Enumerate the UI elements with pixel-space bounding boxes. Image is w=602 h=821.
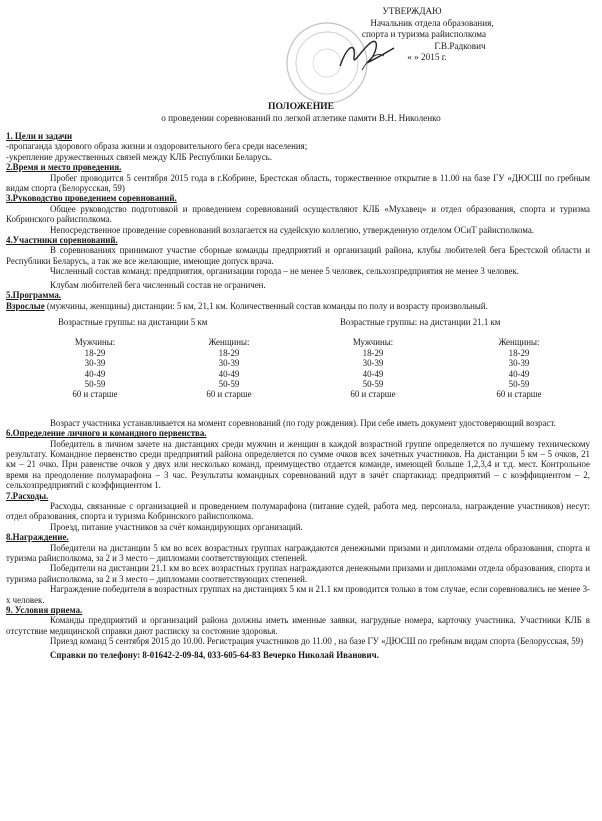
section-heading: 5.Программа. bbox=[6, 290, 62, 301]
paragraph: -пропаганда здорового образа жизни и оздоровительного бега среди населения; bbox=[6, 141, 308, 152]
approval-position: Начальник отдела образования, bbox=[370, 17, 494, 28]
age-group: 60 и старше bbox=[496, 389, 542, 400]
paragraph: Команды предприятий и организаций района должны иметь именные заявки, нагрудные номера, карточку участника. Участники КЛБ в отсутствие медицинской справки дают расписку за состояние здоровья. bbox=[6, 615, 590, 636]
paragraph: Приезд команд 5 сентября 2015 до 10.00. Регистрация участников до 11.00 , на базе ГУ «ДЮСШ по гребным видам спорта (Белорусская, 59) bbox=[50, 636, 584, 647]
age-group: 18-29 bbox=[362, 347, 384, 358]
category-label: Взрослые bbox=[6, 300, 45, 311]
age-group: 50-59 bbox=[84, 378, 106, 389]
age-group: 18-29 bbox=[84, 347, 106, 358]
age-group: 40-49 bbox=[508, 368, 530, 379]
approval-department: спорта и туризма райисполкома bbox=[361, 29, 487, 39]
section-heading: 9. Условия приема. bbox=[6, 605, 83, 616]
age-group: 30-39 bbox=[84, 358, 106, 369]
age-group-table bbox=[6, 337, 590, 399]
section-heading: 4.Участники соревнований. bbox=[6, 235, 118, 246]
section-heading: 3.Руководство проведением соревнований. bbox=[6, 193, 177, 204]
men-5km-column bbox=[58, 337, 132, 399]
age-group: 50-59 bbox=[362, 378, 384, 389]
age-group: 30-39 bbox=[218, 358, 240, 369]
age-group: 18-29 bbox=[508, 347, 530, 358]
paragraph: Возраст участника устанавливается на момент соревнований (по году рождения). При себе иметь документ удостоверяющий возраст. bbox=[50, 417, 556, 428]
age-group: 60 и старше bbox=[350, 389, 396, 400]
age-group: 50-59 bbox=[508, 378, 530, 389]
age-group: 60 и старше bbox=[206, 389, 252, 400]
section-heading: 7.Расходы. bbox=[6, 490, 49, 501]
column-header: Женщины: bbox=[498, 337, 540, 348]
approval-block bbox=[262, 6, 562, 64]
approval-date: « » 2015 г. bbox=[407, 52, 447, 62]
age-group: 30-39 bbox=[508, 358, 530, 369]
document-title: ПОЛОЖЕНИЕ bbox=[267, 101, 335, 112]
age-group: 40-49 bbox=[84, 368, 106, 379]
men-21km-column bbox=[336, 337, 410, 399]
contact-line: Справки по телефону: 8-01642-2-09-84, 033-605-64-83 Вечерко Николай Иванович. bbox=[50, 649, 379, 660]
paragraph: В соревнованиях принимают участие сборные команды предприятий и организаций района, клубы любителей бега Брестской области и Республики Беларусь, а так же все желающие, имеющие допуск врача. bbox=[6, 245, 590, 266]
age-group: 50-59 bbox=[218, 378, 240, 389]
age-groups-21km-heading: Возрастные группы: на дистанции 21.1 км bbox=[340, 316, 501, 327]
paragraph: Победитель в личном зачете на дистанциях среди мужчин и женщин в каждой возрастной группе определяется по лучшему техническому результату. Командное первенство среди предприятий района определяется по сумме очков всех зачетных участников. На дистанции 5 км – 5 очков, 21 км – 21 очко. При равенстве очков у двух или несколько команд, преимущество отдается команде, имеющей больше 1,2,3,4 и т.д. мест. Контрольное время на преодоление полумарафона – 3 час. Результаты командных соревнований идут в зачёт спартакиад: предприятий – с коэффициентом – 2, сельхозпредприятий с коэффициентом 1. bbox=[6, 438, 590, 491]
paragraph: Пробег проводится 5 сентября 2015 года в г.Кобрине, Брестская область, торжественное открытие в 11.00 на базе ГУ «ДЮСШ по гребным видам спорта (Белорусская, 59) bbox=[6, 172, 590, 194]
paragraph: Общее руководство подготовкой и проведением соревнований осуществляют КЛБ «Мухавец» и отдел образования, спорта и туризма Кобринского райисполкома. bbox=[6, 203, 590, 225]
approval-name: Г.В.Радкович bbox=[434, 40, 486, 51]
paragraph bbox=[6, 301, 590, 311]
section-heading: 2.Время и место проведения. bbox=[6, 162, 122, 173]
column-header: Женщины: bbox=[208, 337, 250, 348]
section-heading: 6.Определение личного и командного первенства. bbox=[6, 428, 207, 439]
approval-heading: УТВЕРЖДАЮ bbox=[382, 6, 442, 16]
document-body bbox=[6, 131, 590, 660]
women-21km-column bbox=[482, 337, 556, 399]
age-group-headings bbox=[6, 317, 590, 327]
age-group: 40-49 bbox=[218, 368, 240, 379]
section-heading: 8.Награждение. bbox=[6, 532, 69, 543]
women-5km-column bbox=[192, 337, 266, 399]
age-group: 60 и старше bbox=[72, 389, 118, 400]
column-header: Мужчины: bbox=[352, 337, 394, 348]
age-group: 18-29 bbox=[218, 347, 240, 358]
age-groups-5km-heading: Возрастные группы: на дистанции 5 км bbox=[58, 316, 208, 327]
document-subtitle: о проведении соревнований по легкой атлетике памяти В.Н. Николенко bbox=[161, 113, 441, 123]
section-heading: 1. Цели и задачи bbox=[6, 131, 73, 141]
paragraph: Награждение победителя в возрастных группах на дистанциях 5 км и 21.1 км проводится только в том случае, если соревновались не менее 3-х человек. bbox=[6, 584, 590, 605]
age-group: 40-49 bbox=[362, 368, 384, 379]
paragraph: Расходы, связанные с организацией и проведением полумарафона (питание судей, работа мед. персонала, награждение участников) несут: отдел образования, спорта и туризма Кобринского райисполкома. bbox=[6, 501, 590, 522]
age-group: 30-39 bbox=[362, 358, 384, 369]
paragraph: Победители на дистанции 5 км во всех возрастных группах награждаются денежными призами и дипломами отдела образования, спорта и туризма райисполкома, за 2 и 3 место – дипломами соответствующих степеней. bbox=[6, 542, 590, 564]
paragraph-text: (мужчины, женщины) дистанции: 5 км, 21,1 км. Количественный состав команды по полу и возрасту произвольный. bbox=[44, 300, 488, 311]
paragraph: Проезд, питание участников за счёт командирующих организаций. bbox=[50, 521, 303, 532]
paragraph: Непосредственное проведение соревнований возлагается на судейскую коллегию, утвержденную отделом ОСиТ райисполкома. bbox=[50, 224, 534, 235]
paragraph: Победители на дистанции 21.1 км во всех возрастных группах награждаются денежными призами и дипломами отдела образования, спорта и туризма райисполкома, за 2 и 3 место – дипломами соответствующих степеней. bbox=[6, 563, 590, 584]
paragraph: Численный состав команд: предприятия, организации города – не менее 5 человек, сельхозпредприятия не менее 3 человек. bbox=[50, 266, 519, 277]
paragraph: -укрепление дружественных связей между КЛБ Республики Беларусь. bbox=[6, 151, 272, 162]
column-header: Мужчины: bbox=[74, 337, 116, 348]
paragraph: Клубам любителей бега численный состав не ограничен. bbox=[50, 279, 266, 290]
